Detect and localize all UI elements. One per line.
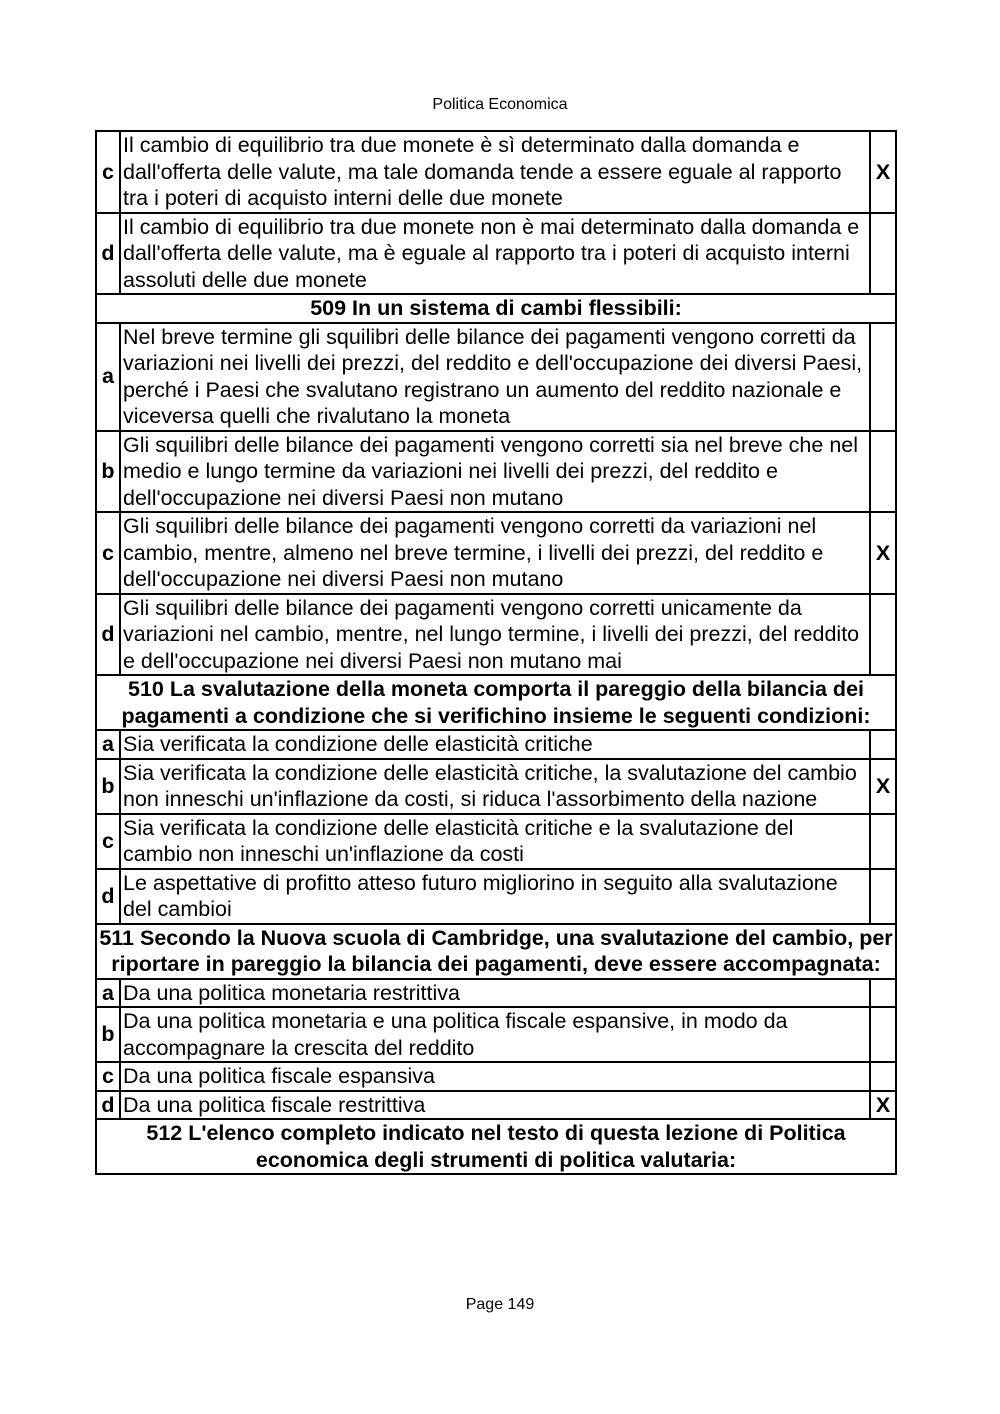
answer-mark: X [870,131,896,213]
option-text: Da una politica monetaria e una politica fiscale espansive, in modo da accompagnare la crescita del reddito [120,1007,870,1062]
option-row [96,869,896,924]
page-number: Page 149 [465,1296,535,1313]
answer-mark [870,979,896,1008]
option-letter: d [96,213,120,295]
question-text: 510 La svalutazione della moneta comporta il pareggio della bilancia dei pagamenti a condizione che si verifichino insieme le seguenti condizioni: [96,675,896,730]
option-text: Le aspettative di profitto atteso futuro migliorino in seguito alla svalutazione del cambioi [120,869,870,924]
answer-mark [870,869,896,924]
option-text: Da una politica fiscale restrittiva [120,1091,870,1120]
question-row [96,675,896,730]
answer-mark [870,323,896,431]
option-text: Da una politica monetaria restrittiva [120,979,870,1008]
option-text: Il cambio di equilibrio tra due monete non è mai determinato dalla domanda e dall'offerta delle valute, ma è eguale al rapporto tra i poteri di acquisto interni assoluti delle due monete [120,213,870,295]
option-text: Sia verificata la condizione delle elasticità critiche e la svalutazione del cambio non inneschi un'inflazione da costi [120,814,870,869]
option-letter: d [96,594,120,676]
question-row [96,294,896,323]
option-row [96,323,896,431]
page-header: Politica Economica [432,96,568,113]
option-text: Sia verificata la condizione delle elasticità critiche [120,730,870,759]
answer-mark [870,594,896,676]
question-text: 509 In un sistema di cambi flessibili: [96,294,896,323]
question-row [96,1119,896,1174]
option-text: Il cambio di equilibrio tra due monete è sì determinato dalla domanda e dall'offerta delle valute, ma tale domanda tende a essere eguale al rapporto tra i poteri di acquisto interni delle due monete [120,131,870,213]
answer-mark: X [870,1091,896,1120]
question-text: 512 L'elenco completo indicato nel testo di questa lezione di Politica economica degli strumenti di politica valutaria: [96,1119,896,1174]
option-letter: c [96,512,120,594]
option-letter: d [96,1091,120,1120]
option-letter: c [96,1062,120,1091]
option-row [96,814,896,869]
option-letter: b [96,431,120,513]
answer-mark [870,1062,896,1091]
answer-mark: X [870,759,896,814]
option-letter: b [96,759,120,814]
answer-mark [870,730,896,759]
option-row [96,730,896,759]
option-letter: a [96,323,120,431]
answer-mark [870,814,896,869]
option-letter: a [96,979,120,1008]
option-row [96,759,896,814]
answer-mark: X [870,512,896,594]
option-text: Nel breve termine gli squilibri delle bilance dei pagamenti vengono corretti da variazioni nei livelli dei prezzi, del reddito e dell'occupazione dei diversi Paesi, perché i Paesi che svalutano registrano un aumento del reddito nazionale e viceversa quelli che rivalutano la moneta [120,323,870,431]
answer-mark [870,431,896,513]
answer-mark [870,213,896,295]
option-letter: a [96,730,120,759]
option-row [96,979,896,1008]
quiz-table [95,130,897,1175]
option-text: Gli squilibri delle bilance dei pagamenti vengono corretti sia nel breve che nel medio e lungo termine da variazioni nei livelli dei prezzi, del reddito e dell'occupazione nei diversi Paesi non mutano [120,431,870,513]
option-row [96,1091,896,1120]
option-row [96,1062,896,1091]
question-text: 511 Secondo la Nuova scuola di Cambridge, una svalutazione del cambio, per riportare in pareggio la bilancia dei pagamenti, deve essere accompagnata: [96,924,896,979]
option-row [96,131,896,213]
option-row [96,512,896,594]
option-row [96,1007,896,1062]
option-letter: b [96,1007,120,1062]
option-text: Sia verificata la condizione delle elasticità critiche, la svalutazione del cambio non inneschi un'inflazione da costi, si riduca l'assorbimento della nazione [120,759,870,814]
option-row [96,213,896,295]
option-text: Da una politica fiscale espansiva [120,1062,870,1091]
option-letter: c [96,814,120,869]
option-text: Gli squilibri delle bilance dei pagamenti vengono corretti unicamente da variazioni nel cambio, mentre, nel lungo termine, i livelli dei prezzi, del reddito e dell'occupazione nei diversi Paesi non mutano mai [120,594,870,676]
quiz-body [96,131,896,1174]
question-row [96,924,896,979]
option-row [96,594,896,676]
option-letter: c [96,131,120,213]
option-row [96,431,896,513]
option-text: Gli squilibri delle bilance dei pagamenti vengono corretti da variazioni nel cambio, mentre, almeno nel breve termine, i livelli dei prezzi, del reddito e dell'occupazione nei diversi Paesi non mutano [120,512,870,594]
option-letter: d [96,869,120,924]
answer-mark [870,1007,896,1062]
